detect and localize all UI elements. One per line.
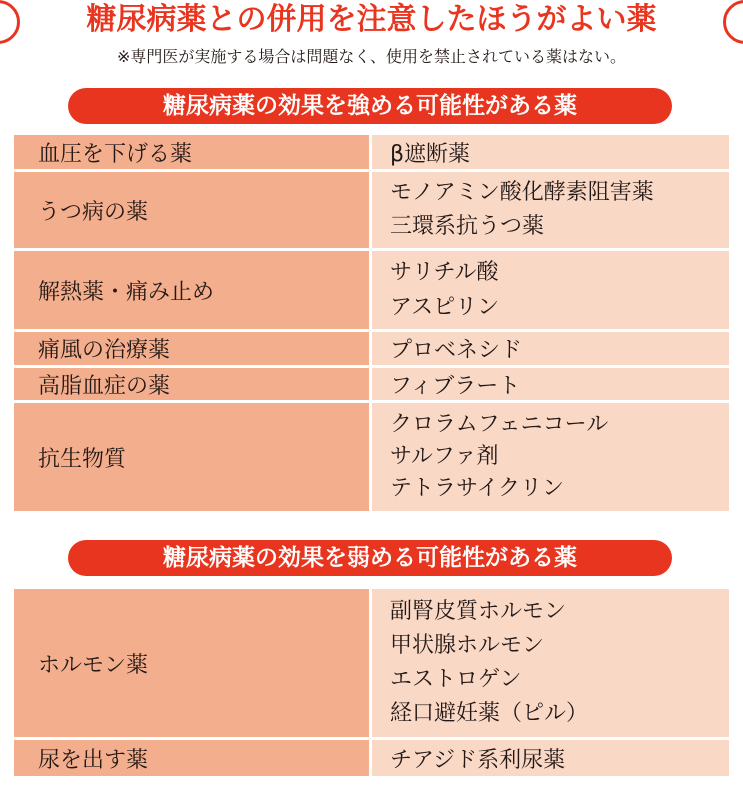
table-row: [14, 368, 729, 400]
table-row: [14, 403, 729, 511]
category-cell: 解熱薬・痛み止め: [14, 251, 369, 329]
category-cell: 尿を出す薬: [14, 740, 369, 776]
weaken-drug-table: [14, 586, 729, 779]
circle-decoration-left: [0, 0, 20, 44]
drug-name: アスピリン: [390, 295, 500, 320]
section-heading-weaken: 糖尿病薬の効果を弱める可能性がある薬: [68, 540, 672, 576]
circle-decoration-right: [723, 0, 743, 44]
drug-name: β遮断薬: [390, 141, 471, 167]
drug-list-cell: [372, 135, 729, 169]
table-row: [14, 332, 729, 365]
drug-list-cell: [372, 251, 729, 329]
drug-name: 経口避妊薬（ピル）: [390, 701, 589, 726]
drug-name: プロベネシド: [390, 338, 523, 363]
drug-name: 三環系抗うつ薬: [390, 214, 545, 239]
drug-name: フィブラート: [390, 373, 521, 399]
drug-name: チアジド系利尿薬: [390, 747, 566, 773]
drug-name: モノアミン酸化酵素阻害薬: [390, 180, 654, 205]
drug-name: テトラサイクリン: [390, 476, 565, 501]
drug-name: 甲状腺ホルモン: [390, 633, 545, 658]
category-cell: うつ病の薬: [14, 172, 369, 248]
page-title: 糖尿病薬との併用を注意したほうがよい薬: [86, 2, 657, 37]
drug-name: クロラムフェニコール: [390, 412, 609, 437]
drug-list-cell: [372, 740, 729, 776]
strengthen-drug-table: [14, 132, 729, 514]
drug-list-cell: [372, 368, 729, 400]
category-cell: 痛風の治療薬: [14, 332, 369, 365]
footnote-note: ※専門医が実施する場合は問題なく、使用を禁止されている薬はない。: [116, 47, 627, 66]
category-cell: 高脂血症の薬: [14, 368, 369, 400]
table-row: [14, 135, 729, 169]
table-row: [14, 589, 729, 737]
category-cell: ホルモン薬: [14, 589, 369, 737]
table-row: [14, 740, 729, 776]
drug-list-cell: [372, 589, 729, 737]
table-row: [14, 172, 729, 248]
category-cell: 血圧を下げる薬: [14, 135, 369, 169]
drug-name: 副腎皮質ホルモン: [390, 599, 567, 624]
section-heading-strengthen: 糖尿病薬の効果を強める可能性がある薬: [68, 88, 672, 124]
category-cell: 抗生物質: [14, 403, 369, 511]
drug-list-cell: [372, 403, 729, 511]
drug-list-cell: [372, 332, 729, 365]
drug-list-cell: [372, 172, 729, 248]
drug-name: サリチル酸: [390, 260, 499, 285]
drug-name: サルファ剤: [390, 444, 499, 469]
table-row: [14, 251, 729, 329]
title-bar: [0, 0, 743, 42]
drug-name: エストロゲン: [390, 667, 522, 692]
